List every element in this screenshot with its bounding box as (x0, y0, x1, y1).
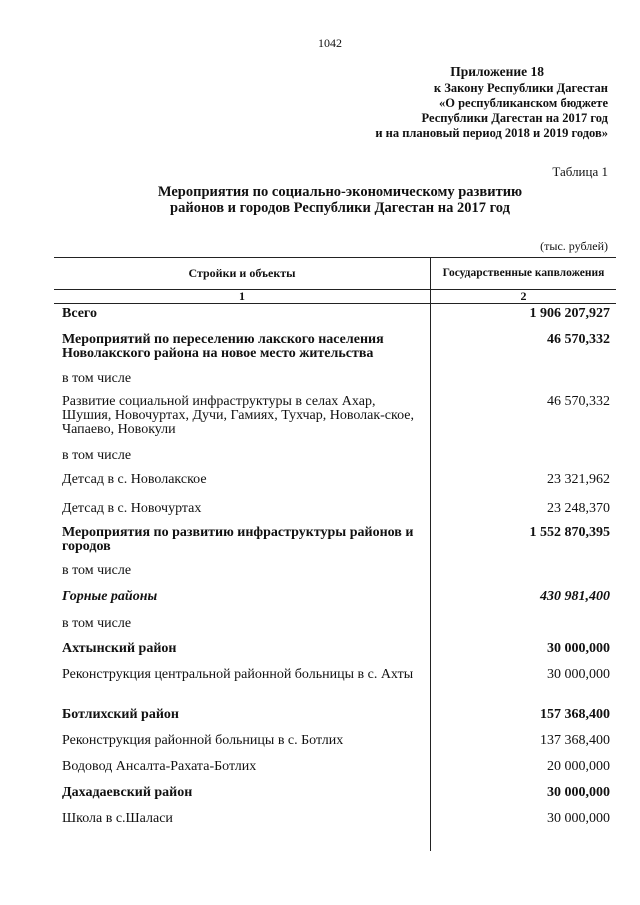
row-value: 20 000,000 (547, 759, 610, 774)
row-value: 30 000,000 (547, 641, 610, 656)
row-name: Мероприятий по переселению лакского населения Новолакского района на новое место жительства (62, 332, 384, 361)
document-title (0, 184, 640, 216)
row-name: в том числе (62, 371, 132, 386)
row-name: Детсад в с. Новочуртах (62, 501, 202, 516)
appendix-line: Республики Дагестан на 2017 год (421, 111, 608, 125)
budget-table (54, 257, 616, 826)
row-name: в том числе (62, 616, 132, 631)
table-label: Таблица 1 (552, 164, 608, 179)
column-number: 2 (520, 289, 527, 303)
row-name: в том числе (62, 448, 132, 463)
row-value: 1 906 207,927 (529, 306, 610, 321)
table-header (54, 257, 616, 290)
row-name: Всего (62, 306, 97, 321)
row-name: Дахадаевский район (62, 785, 193, 800)
column-divider (430, 301, 431, 851)
column-number: 1 (54, 290, 431, 303)
header-capital-investment: Государственные капвложения (442, 267, 605, 279)
row-name: Горные районы (62, 589, 158, 604)
row-value: 30 000,000 (547, 785, 610, 800)
row-name: Реконструкция центральной районной больницы в с. Ахты (62, 667, 414, 682)
title-line: районов и городов Республики Дагестан на 2017 год (170, 200, 510, 216)
appendix-line: и на плановый период 2018 и 2019 годов» (375, 126, 608, 140)
row-name: Ботлихский район (62, 707, 179, 722)
appendix-line: «О республиканском бюджете (439, 96, 608, 110)
row-name: Ахтынский район (62, 641, 177, 656)
row-value: 23 321,962 (547, 472, 610, 487)
row-value: 30 000,000 (547, 667, 610, 682)
row-name: Реконструкция районной больницы в с. Ботлих (62, 733, 344, 748)
row-value: 46 570,332 (547, 332, 610, 347)
row-value: 430 981,400 (540, 589, 610, 604)
row-name: в том числе (62, 563, 132, 578)
row-name: Водовод Ансалта-Рахата-Ботлих (62, 759, 257, 774)
row-value: 157 368,400 (540, 707, 610, 722)
row-name: Школа в с.Шаласи (62, 811, 173, 826)
appendix-header (375, 64, 608, 141)
row-name: Мероприятия по развитию инфраструктуры районов и городов (62, 525, 414, 554)
row-value: 30 000,000 (547, 811, 610, 826)
row-value: 46 570,332 (547, 394, 610, 409)
page-number: 1042 (318, 36, 342, 50)
appendix-line: к Закону Республики Дагестан (433, 81, 608, 95)
header-objects: Стройки и объекты (54, 258, 431, 289)
units-label: (тыс. рублей) (540, 239, 608, 253)
row-value: 137 368,400 (540, 733, 610, 748)
row-value: 1 552 870,395 (529, 525, 610, 540)
row-name: Детсад в с. Новолакское (62, 472, 207, 487)
row-name: Развитие социальной инфраструктуры в селах Ахар, Шушия, Новочуртах, Дучи, Гамиях, Тухчар, Новолак-ское, Чапаево, Новокули (62, 394, 414, 437)
column-number-row (54, 290, 616, 304)
title-line: Мероприятия по социально-экономическому развитию (157, 184, 523, 200)
row-value: 23 248,370 (547, 501, 610, 516)
appendix-number: Приложение 18 (450, 64, 544, 79)
